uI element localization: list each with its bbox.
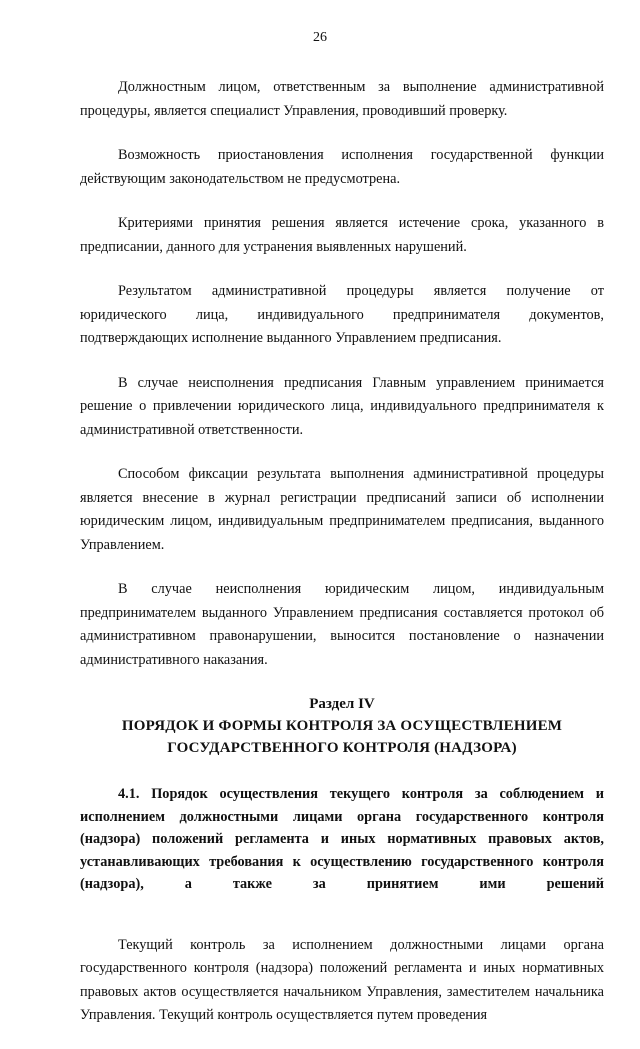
paragraph-responsible-person: Должностным лицом, ответственным за выполнение административной процедуры, является специалист Управления, проводивший проверку. [80,79,604,119]
page-number: 26 [313,30,327,45]
subsection-heading: 4.1. Порядок осуществления текущего контроля за соблюдением и исполнением должностными лицами органа государственного контроля (надзора) положений регламента и иных нормативных правовых актов, устанавливающих требования к осуществлению государственного контроля (надзора), а также за принятием ими решений [80,786,604,892]
paragraph-procedure-result: Результатом административной процедуры является получение от юридического лица, индивидуального предпринимателя документов, подтверждающих исполнение выданного Управлением предписания. [80,283,604,346]
paragraph-decision-criteria: Критериями принятия решения является истечение срока, указанного в предписании, данного для устранения выявленных нарушений. [80,215,604,255]
paragraph-current-control: Текущий контроль за исполнением должностными лицами органа государственного контроля (надзора) положений регламента и иных нормативных правовых актов осуществляется начальником Управления, заместителем начальника Управления. Текущий контроль осуществляется путем проведения [80,936,604,1023]
paragraph-non-fulfillment-liability: В случае неисполнения предписания Главным управлением принимается решение о привлечении юридического лица, индивидуального предпринимателя к административной ответственности. [80,374,604,438]
page-content [80,76,604,1049]
section-title-line-1: ПОРЯДОК И ФОРМЫ КОНТРОЛЯ ЗА ОСУЩЕСТВЛЕНИЕМ [121,718,563,734]
section-title-line-2: ГОСУДАРСТВЕННОГО КОНТРОЛЯ (НАДЗОРА) [167,740,517,756]
paragraph-suspension: Возможность приостановления исполнения государственной функции действующим законодательством не предусмотрена. [80,147,604,187]
section-title [80,715,604,759]
section-label: Раздел IV [309,696,375,712]
paragraph-result-recording: Способом фиксации результата выполнения административной процедуры является внесение в журнал регистрации предписаний записи об исполнении юридическим лицом, индивидуальным предпринимателем предписания, выданного Управлением. [80,466,604,553]
paragraph-protocol: В случае неисполнения юридическим лицом, индивидуальным предпринимателем выданного Управлением предписания составляется протокол об административном правонарушении, выносится постановление о назначении административного наказания. [80,581,604,668]
